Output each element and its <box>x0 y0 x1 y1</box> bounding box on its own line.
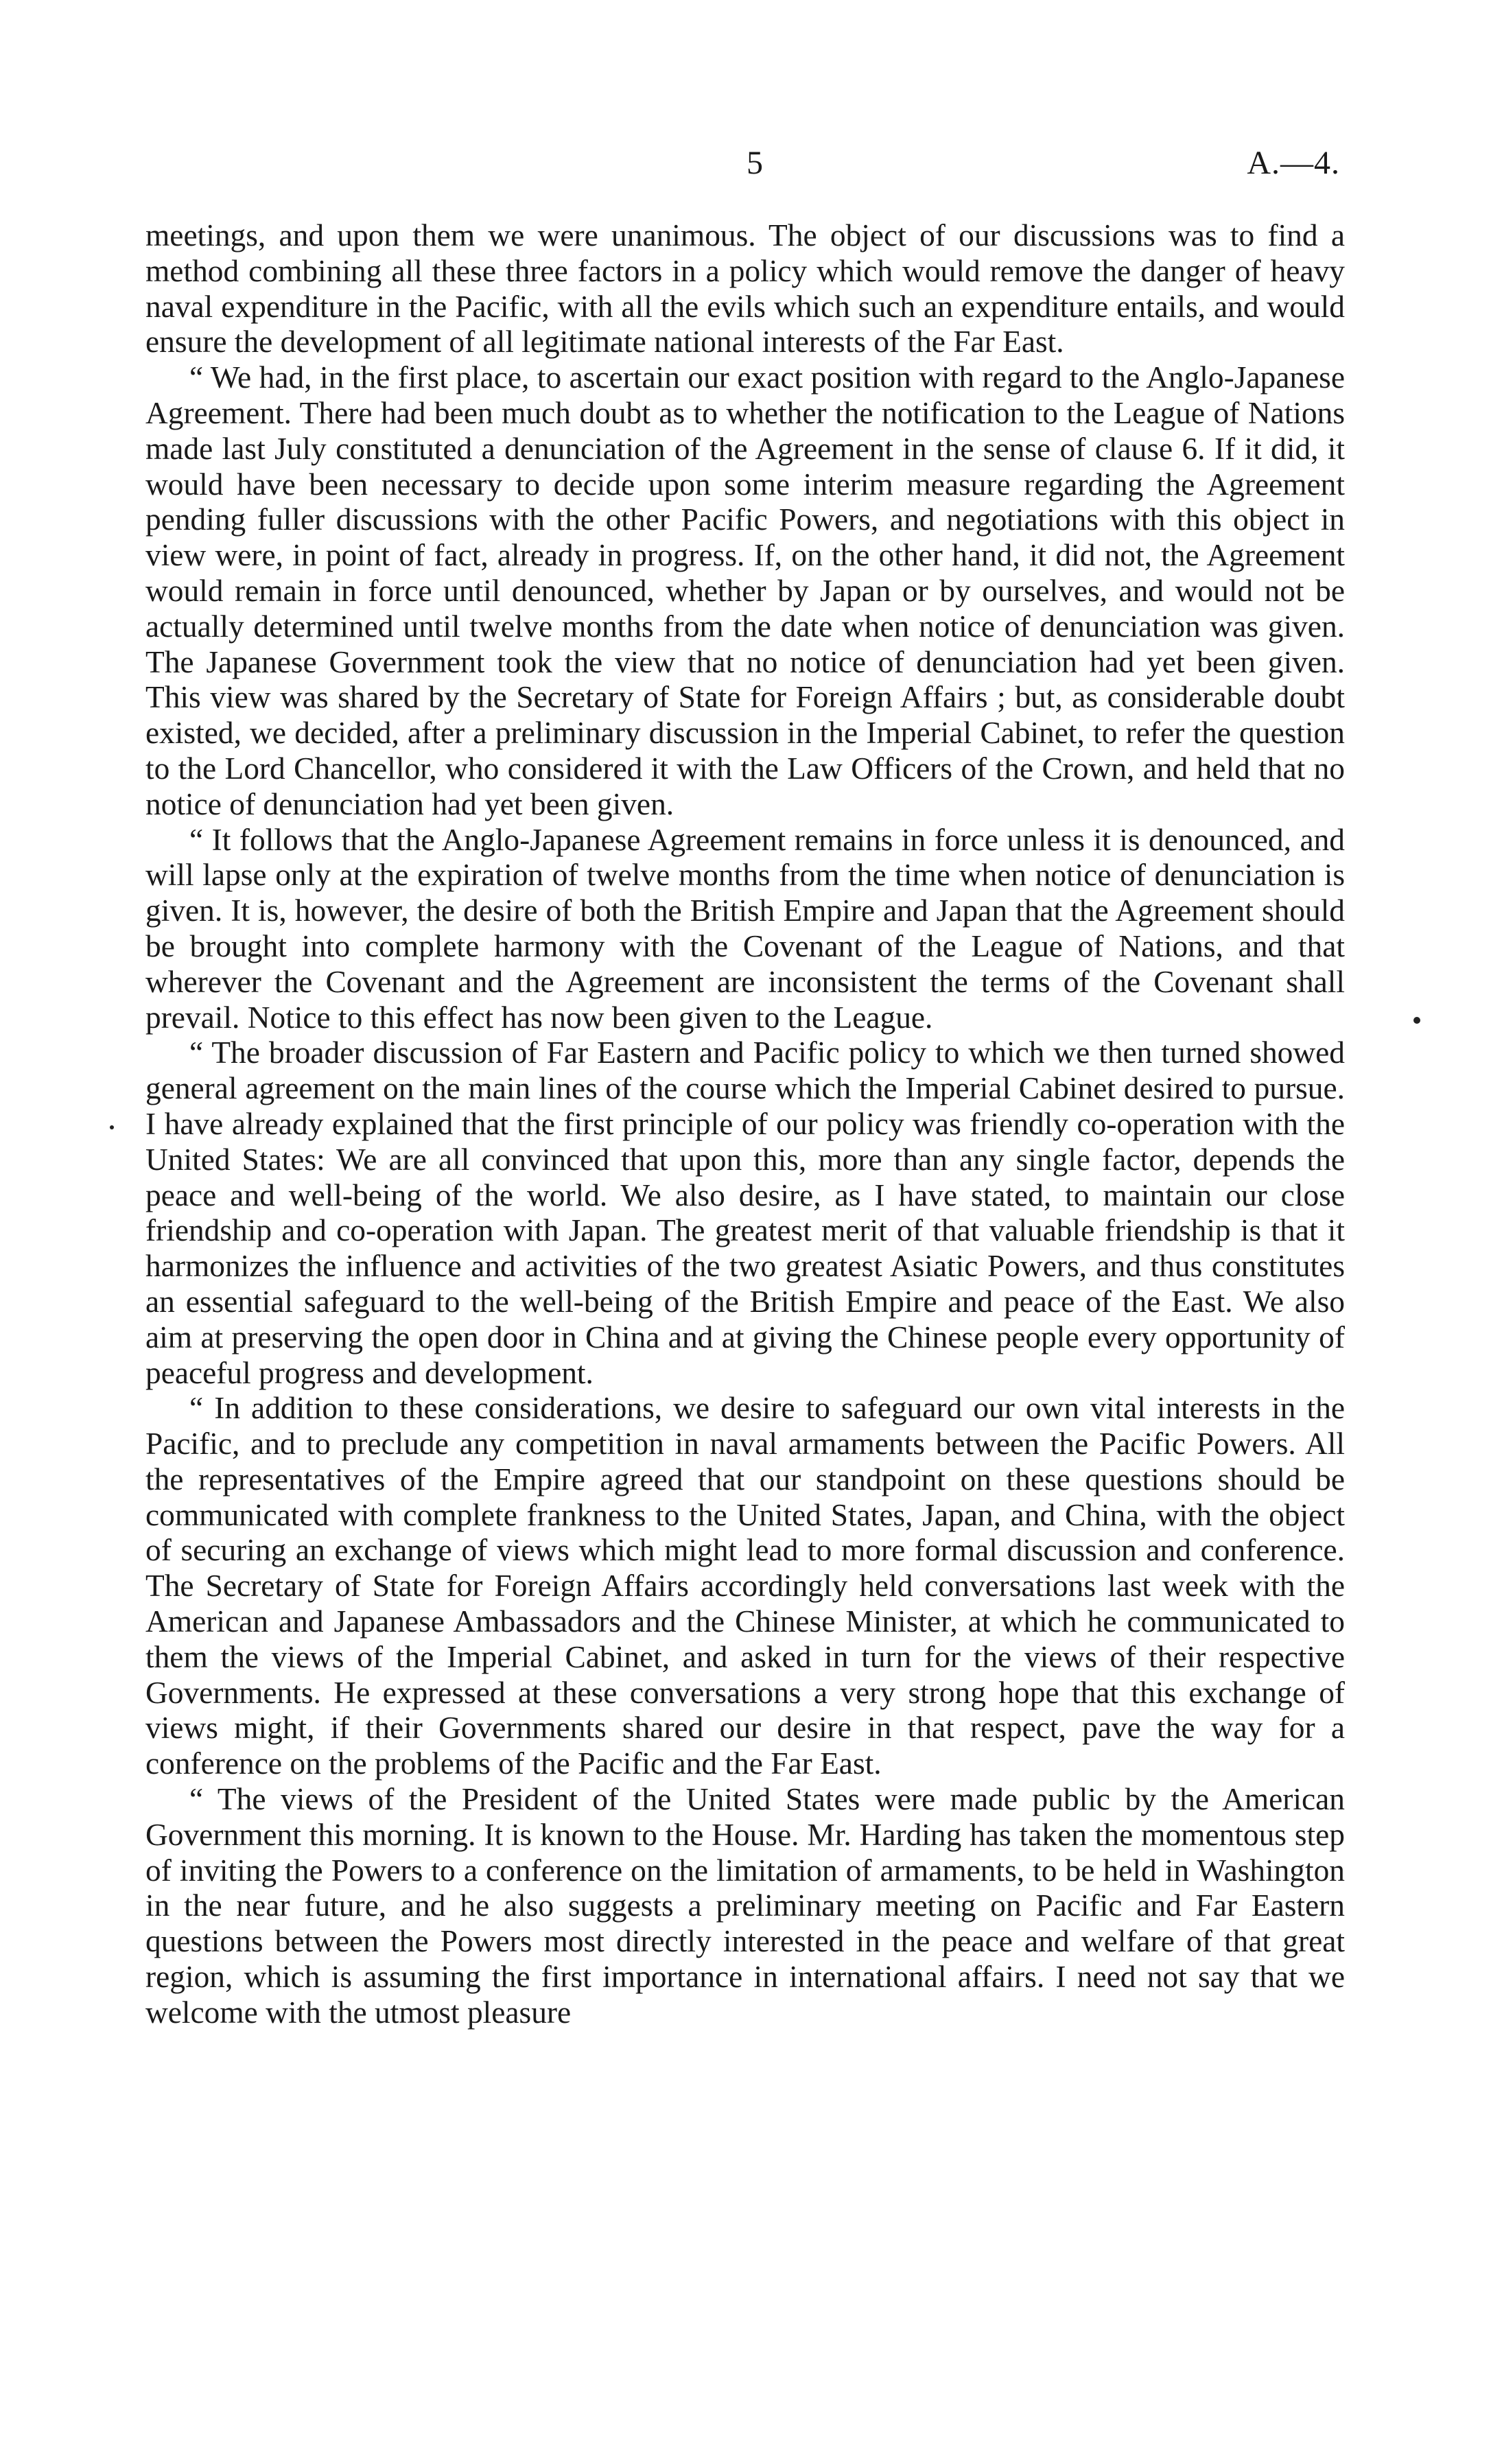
page-number: 5 <box>747 145 763 181</box>
paragraph-1: meetings, and upon them we were unanimous. The object of our discussions was to find a method combining all these three factors in a policy which would remove the danger of heavy naval expenditure in the Pacific, with all the evils which such an expenditure entails, and would ensure the development of all legitimate national interests of the Far East. <box>145 218 1345 360</box>
body-text <box>145 218 1345 2031</box>
margin-dot-right <box>1413 1017 1420 1024</box>
margin-dot-left <box>110 1125 114 1129</box>
paragraph-4: “ The broader discussion of Far Eastern and Pacific policy to which we then turned showed general agreement on the main lines of the course which the Imperial Cabinet desired to pursue. I have already explained that the first principle of our policy was friendly co-operation with the United States: We are all convinced that upon this, more than any single factor, depends the peace and well-being of the world. We also desire, as I have stated, to maintain our close friendship and co-operation with Japan. The greatest merit of that valuable friendship is that it harmonizes the influence and activities of the two greatest Asiatic Powers, and thus constitutes an essential safeguard to the well-being of the British Empire and peace of the East. We also aim at preserving the open door in China and at giving the Chinese people every opportunity of peaceful progress and development. <box>145 1035 1345 1390</box>
document-reference: A.—4. <box>1247 145 1340 181</box>
paragraph-3: “ It follows that the Anglo-Japanese Agreement remains in force unless it is denounced, and will lapse only at the expiration of twelve months from the time when notice of denunciation is given. It is, however, the desire of both the British Empire and Japan that the Agreement should be brought into complete harmony with the Covenant of the League of Nations, and that wherever the Covenant and the Agreement are inconsistent the terms of the Covenant shall prevail. Notice to this effect has now been given to the League. <box>145 822 1345 1035</box>
paragraph-5: “ In addition to these considerations, we desire to safeguard our own vital interests in the Pacific, and to preclude any competition in naval armaments between the Pacific Powers. All the representatives of the Empire agreed that our standpoint on these questions should be communicated with complete frankness to the United States, Japan, and China, with the object of securing an exchange of views which might lead to more formal discussion and conference. The Secretary of State for Foreign Affairs accordingly held conversations last week with the American and Japanese Ambassadors and the Chinese Minister, at which he communicated to them the views of the Imperial Cabinet, and asked in turn for the views of their respective Governments. He expressed at these conversations a very strong hope that this exchange of views might, if their Governments shared our desire in that respect, pave the way for a conference on the problems of the Pacific and the Far East. <box>145 1391 1345 1781</box>
paragraph-2: “ We had, in the first place, to ascertain our exact position with regard to the Anglo-Japanese Agreement. There had been much doubt as to whether the notification to the League of Nations made last July constituted a denunciation of the Agreement in the sense of clause 6. If it did, it would have been necessary to decide upon some interim measure regarding the Agreement pending fuller discussions with the other Pacific Powers, and negotiations with this object in view were, in point of fact, already in progress. If, on the other hand, it did not, the Agreement would remain in force until denounced, whether by Japan or by ourselves, and would not be actually determined until twelve months from the date when notice of denunciation was given. The Japanese Government took the view that no notice of denunciation had yet been given. This view was shared by the Secretary of State for Foreign Affairs ; but, as considerable doubt existed, we decided, after a preliminary discussion in the Imperial Cabinet, to refer the question to the Lord Chancellor, who considered it with the Law Officers of the Crown, and held that no notice of denunciation had yet been given. <box>145 360 1345 821</box>
paragraph-6: “ The views of the President of the United States were made public by the American Government this morning. It is known to the House. Mr. Harding has taken the momentous step of inviting the Powers to a conference on the limitation of armaments, to be held in Washington in the near future, and he also suggests a preliminary meeting on Pacific and Far Eastern questions between the Powers most directly interested in the peace and welfare of that great region, which is assuming the first importance in international affairs. I need not say that we welcome with the utmost pleasure <box>145 1782 1345 2030</box>
